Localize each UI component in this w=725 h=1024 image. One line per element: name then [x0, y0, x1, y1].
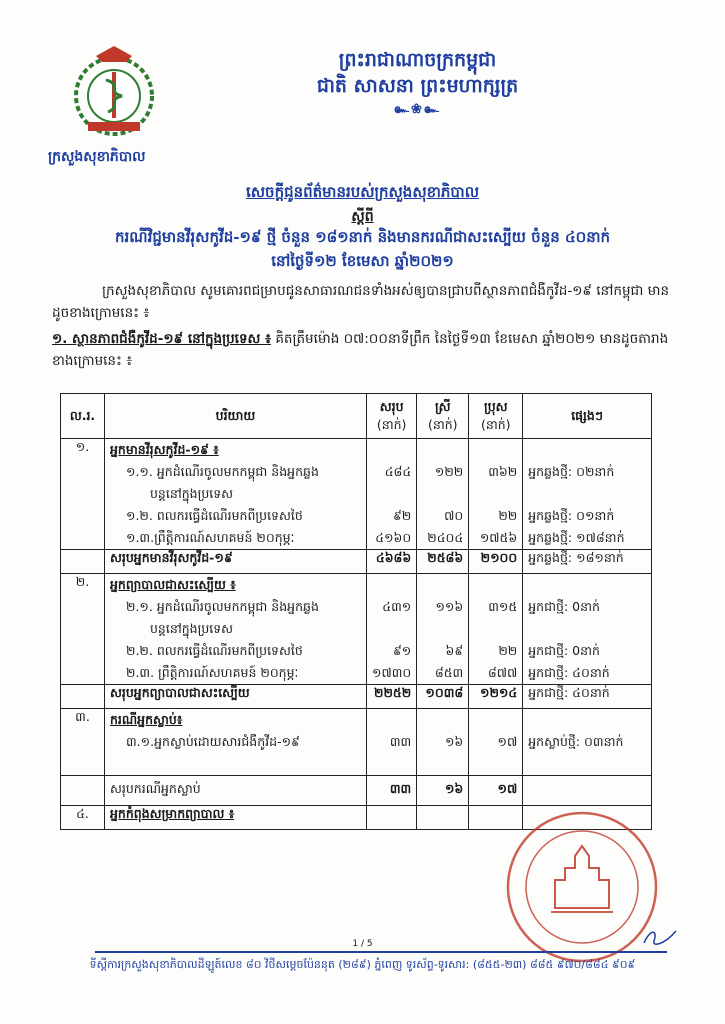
row-2-3-label: ២.៣. ព្រឹត្តិការណ៍សហគមន៍ ២០កុម្ភៈ — [126, 665, 299, 680]
sum-2-label: សរុបអ្នកព្យាបាលជាសះស្បើយ — [105, 685, 367, 709]
row-1-3-female: ២៤០៤ — [427, 530, 464, 545]
table-row-section-3-sum — [61, 776, 652, 806]
row-1-1-label: ១.១. អ្នកដំណើរចូលមកកម្ពុជា និងអ្នកឆ្លង — [126, 464, 319, 479]
row-2-1-male: ៣១៥ — [488, 599, 518, 614]
header-male: ប្រុស (នាក់) — [469, 394, 523, 439]
row-2-3-male: ៨៧៧ — [487, 665, 518, 680]
sum-3-total: ៣៣ — [367, 776, 417, 806]
sum-1-label: សរុបអ្នកមានវីរុសកូវីដ-១៩ — [105, 550, 367, 574]
table-header-row — [61, 394, 652, 439]
sum-2-total: ២២៥២ — [367, 685, 417, 709]
sum-3-female: ១៦ — [417, 776, 469, 806]
row-3-1-other: អ្នកស្លាប់ថ្មី: ០៣នាក់ — [528, 734, 624, 749]
title-line-4: នៅថ្ងៃទី១២ ខែមេសា ឆ្នាំ២០២១ — [271, 252, 454, 270]
sum-3-male: ១៧ — [469, 776, 523, 806]
section-1-heading: អ្នកមានវីរុសកូវីដ-១៩ ៖ — [110, 442, 219, 457]
row-3-1-label: ៣.១.អ្នកស្លាប់ដោយសារជំងឺកូវីដ-១៩ — [126, 734, 300, 749]
row-1-2-total: ៩២ — [392, 508, 412, 523]
row-2-1-label: ២.១. អ្នកដំណើរចូលមកកម្ពុជា និងអ្នកឆ្លង — [126, 599, 319, 614]
row-1-3-other: អ្នកឆ្លងថ្មី: ១៧៨នាក់ — [528, 530, 625, 545]
header-other: ផ្សេងៗ — [523, 394, 652, 439]
header-total: សរុប (នាក់) — [367, 394, 417, 439]
title-line-3: ករណីវិជ្ជមានវីរុសកូវីដ-១៩ ថ្មី ចំនួន ១៨១នាក់ និងមានករណីជាសះស្បើយ ចំនួន ៤០នាក់ — [114, 228, 611, 246]
section-3-number: ៣. — [61, 709, 105, 776]
sum-2-other: អ្នកជាថ្មី: ៤០នាក់ — [523, 685, 652, 709]
ministry-emblem-icon — [66, 44, 162, 140]
table-row-section-1-sum — [61, 550, 652, 574]
header-no: ល.រ. — [61, 394, 105, 439]
row-3-1-female: ១៦ — [444, 734, 464, 749]
title-line-2: ស្តីពី — [351, 209, 374, 225]
row-1-2-label: ១.២. ពលករធ្វើដំណើរមកពីប្រទេសថៃ — [126, 508, 303, 523]
row-3-1-total: ៣៣ — [389, 734, 412, 749]
section-3-heading: ករណីអ្នកស្លាប់៖ — [110, 712, 183, 727]
sum-2-female: ១០៣៨ — [417, 685, 469, 709]
section-1-text: គិតត្រឹមម៉ោង ០៧:០០នាទីព្រឹក នៃថ្ងៃទី១៣ ខែមេសា ឆ្នាំ២០២១ មានដូចតារាងខាងក្រោមនេះ ៖ — [52, 331, 669, 369]
covid-stats-table — [60, 393, 652, 830]
row-2-1-total: ៤៣១ — [382, 599, 412, 614]
section-4-number: ៤. — [61, 806, 105, 830]
table-section-1 — [61, 439, 652, 550]
page-number: 1 / 5 — [352, 939, 373, 949]
row-1-1-male: ៣៦២ — [488, 464, 518, 479]
row-1-2-other: អ្នកឆ្លងថ្មី: ០១នាក់ — [528, 508, 615, 523]
sum-1-other: អ្នកឆ្លងថ្មី: ១៨១នាក់ — [523, 550, 652, 574]
row-2-3-total: ១៧៣០ — [372, 665, 412, 680]
row-1-1-label-cont: បន្តនៅក្នុងប្រទេស — [150, 486, 234, 501]
section-4-heading: អ្នកកំពុងសម្រាកព្យាបាល ៖ — [105, 806, 367, 830]
row-2-3-other: អ្នកជាថ្មី: ៤០នាក់ — [528, 665, 610, 680]
row-2-3-female: ៨៥៣ — [434, 665, 464, 680]
footer-divider — [95, 951, 667, 953]
sum-3-label: សរុបករណីអ្នកស្លាប់ — [105, 776, 367, 806]
table-section-2 — [61, 574, 652, 685]
row-1-1-other: អ្នកឆ្លងថ្មី: ០២នាក់ — [528, 464, 615, 479]
row-1-2-female: ៧០ — [444, 508, 464, 523]
intro-paragraph: ក្រសួងសុខាភិបាល សូមគោរពជម្រាបជូនសាធារណជនទាំងអស់ឲ្យបានជ្រាបពីស្ថានភាពជំងឺកូវីដ-១៩ នៅកម្ពុជា មានដូចខាងក្រោមនេះ ៖ — [52, 283, 670, 321]
row-2-2-total: ៩១ — [392, 643, 412, 658]
row-2-1-label-cont: បន្តនៅក្នុងប្រទេស — [150, 621, 234, 636]
sum-1-female: ២៥៨៦ — [417, 550, 469, 574]
row-2-2-male: ២២ — [498, 643, 518, 658]
header-description: បរិយាយ — [105, 394, 367, 439]
section-2-number: ២. — [61, 574, 105, 685]
kingdom-heading: ព្រះរាជាណាចក្រកម្ពុជា — [338, 49, 497, 71]
row-1-3-total: ៤១៦០ — [375, 530, 412, 545]
row-2-1-other: អ្នកជាថ្មី: 0នាក់ — [528, 599, 600, 614]
row-2-2-label: ២.២. ពលករធ្វើដំណើរមកពីប្រទេសថៃ — [126, 643, 303, 658]
row-2-2-female: ៦៩ — [445, 643, 464, 658]
row-2-1-female: ១១៦ — [435, 599, 464, 614]
sum-1-total: ៤៦៨៦ — [367, 550, 417, 574]
national-motto: ជាតិ សាសនា ព្រះមហាក្សត្រ — [316, 75, 519, 97]
row-1-3-male: ១៧៥៦ — [479, 530, 518, 545]
section-1-paragraph — [52, 328, 670, 372]
section-1-number: ១. — [61, 439, 105, 550]
section-2-heading: អ្នកព្យាបាលជាសះស្បើយ ៖ — [110, 577, 236, 592]
sum-2-male: ១២១៤ — [469, 685, 523, 709]
table-row-section-2-sum — [61, 685, 652, 709]
ministry-name: ក្រសួងសុខាភិបាល — [48, 149, 146, 165]
table-section-3 — [61, 709, 652, 776]
section-1-lead: ១. ស្ថានភាពជំងឺកូវីដ-១៩ នៅក្នុងប្រទេស ៖ — [52, 331, 272, 347]
row-1-1-female: ១២២ — [434, 464, 464, 479]
row-3-1-male: ១៧ — [497, 734, 518, 749]
sum-1-male: ២១០០ — [469, 550, 523, 574]
title-line-1: សេចក្តីជូនព័ត៌មានរបស់ក្រសួងសុខាភិបាល — [246, 183, 479, 201]
footer-address: ទីស្តីការក្រសួងសុខាភិបាលដីឡូត៍លេខ ៨០ វិថីសម្តេចប៉ែននុត (២៨៩) ភ្នំពេញ ទូរស័ព្ទ-ទូរសារ: (៨៥៥-២៣) ៨៨៥ ៩៧០/៨៨៤ ៩០៩ — [89, 958, 636, 971]
header-female: ស្រី (នាក់) — [417, 394, 469, 439]
row-1-1-total: ៤៨៤ — [384, 464, 412, 479]
row-1-3-label: ១.៣.ព្រឹត្តិការណ៍សហគមន៍ ២០កុម្ភៈ — [126, 530, 295, 545]
row-1-2-male: ២២ — [498, 508, 518, 523]
row-2-2-other: អ្នកជាថ្មី: 0នាក់ — [528, 643, 600, 658]
ornament: ๛❀๛ — [394, 102, 441, 117]
